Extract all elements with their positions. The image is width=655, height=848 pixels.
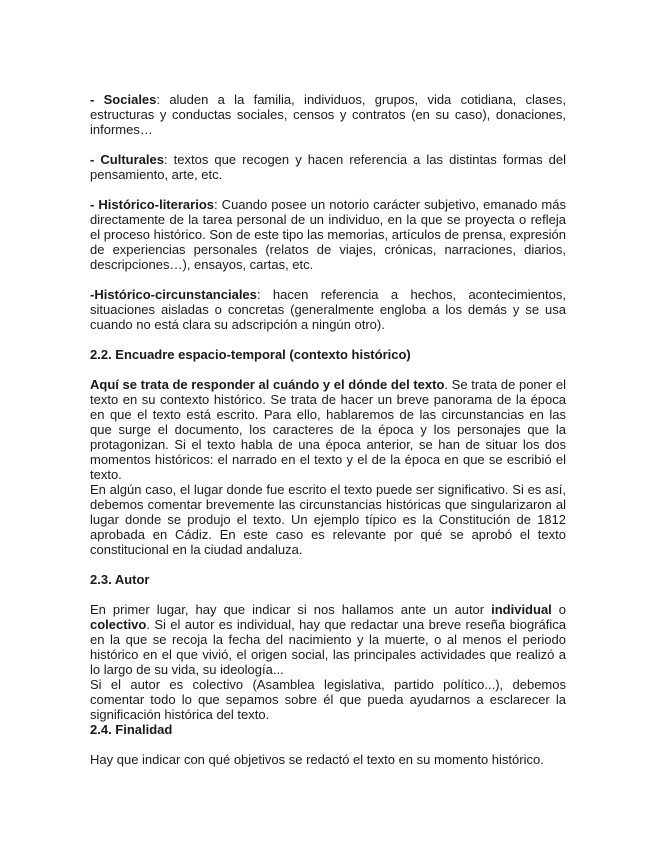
section-2-3-heading: 2.3. Autor	[90, 572, 150, 587]
section-2-3-text-a: En primer lugar, hay que indicar si nos hallamos ante un autor	[90, 602, 492, 617]
historico-literarios-text: : Cuando posee un notorio carácter subjetivo, emanado más directamente de la tarea personal de un individuo, en la que se proyecta o refleja el proceso histórico. Son de este tipo las memorias, artículos de prensa, expresión de experiencias personales (relatos de viajes, crónicas, narraciones, diarios, descripciones…), ensayos, cartas, etc.	[90, 197, 566, 272]
sociales-text: : aluden a la familia, individuos, grupos, vida cotidiana, clases, estructuras y conductas sociales, censos y contratos (en su caso), donaciones, informes…	[90, 92, 566, 137]
culturales-term: Culturales	[100, 152, 164, 167]
historico-literarios-paragraph	[90, 197, 566, 272]
section-2-4-paragraph-1: Hay que indicar con qué objetivos se redactó el texto en su momento histórico.	[90, 752, 544, 767]
colectivo-term: colectivo	[90, 617, 147, 632]
section-2-3-paragraph-1	[90, 602, 566, 677]
sociales-term: Sociales	[103, 92, 157, 107]
section-2-2-paragraph-2: En algún caso, el lugar donde fue escrito el texto puede ser significativo. Si es así, debemos comentar brevemente las circunstancias históricas que singularizaron al lugar donde se produjo el texto. Un ejemplo típico es la Constitución de 1812 aprobada en Cádiz. En este caso es relevante por qué se aprobó el texto constitucional en la ciudad andaluza.	[90, 482, 566, 557]
document-page	[90, 92, 566, 767]
section-2-3-text-c: o	[551, 602, 566, 617]
historico-circunstanciales-term: -Histórico-circunstanciales	[90, 287, 257, 302]
section-2-2-heading: 2.2. Encuadre espacio-temporal (contexto histórico)	[90, 347, 411, 362]
historico-literarios-lead: -	[90, 197, 99, 212]
historico-circunstanciales-paragraph	[90, 287, 566, 332]
culturales-text: : textos que recogen y hacen referencia a las distintas formas del pensamiento, arte, etc.	[90, 152, 566, 182]
sociales-lead: -	[90, 92, 104, 107]
sociales-paragraph	[90, 92, 566, 137]
culturales-paragraph	[90, 152, 566, 182]
section-2-3-text-d: . Si el autor es individual, hay que redactar una breve reseña biográfica en la que se recoja la fecha del nacimiento y la muerte, o al menos el periodo histórico en el que vivió, el origen social, las principales actividades que realizó a lo largo de su vida, su ideología...	[90, 617, 566, 677]
individual-term: individual	[491, 602, 552, 617]
section-2-4-heading: 2.4. Finalidad	[90, 722, 173, 737]
historico-literarios-term: Histórico-literarios	[98, 197, 214, 212]
section-2-2-paragraph-1	[90, 377, 566, 482]
culturales-lead: -	[90, 152, 101, 167]
section-2-2-text-1: . Se trata de poner el texto en su contexto histórico. Se trata de hacer un breve panorama de la época en que el texto está escrito. Para ello, hablaremos de las circunstancias en las que surge el documento, los caracteres de la época y los personajes que la protagonizan. Si el texto habla de una época anterior, se han de situar los dos momentos históricos: el narrado en el texto y el de la época en que se escribió el texto.	[90, 377, 566, 482]
section-2-3-paragraph-2: Si el autor es colectivo (Asamblea legislativa, partido político...), debemos comentar todo lo que sepamos sobre él que pueda ayudarnos a esclarecer la significación histórica del texto.	[90, 677, 566, 722]
historico-circunstanciales-text: : hacen referencia a hechos, acontecimientos, situaciones aisladas o concretas (generalmente engloba a los demás y se usa cuando no está clara su adscripción a ningún otro).	[90, 287, 566, 332]
section-2-2-bold-lead: Aquí se trata de responder al cuándo y el dónde del texto	[90, 377, 445, 392]
